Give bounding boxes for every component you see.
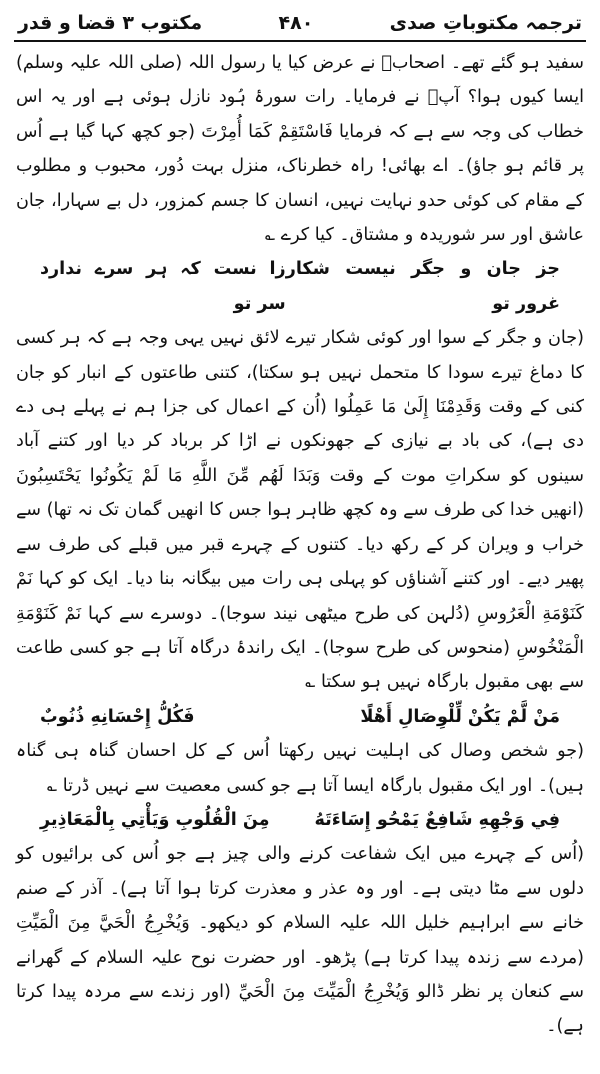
arabic-couplet-2 (16, 803, 584, 837)
paragraph-1: سفید ہو گئے تھے۔ اصحابؓ نے عرض کیا یا رسول اللہ (صلی اللہ علیہ وسلم) ایسا کیوں ہوا؟ آپؐ نے فرمایا۔ رات سورۂ ہُود نازل ہوئی ہے اور یہ اس خطاب کی وجہ سے ہے کہ فرمایا فَاسْتَقِمْ كَمَا أُمِرْتَ (جو کچھ کہا گیا ہے اُس پر قائم ہو جاؤ)۔ اے بھائی! راہ خطرناک، منزل بہت دُور، محبوب و مطلوب کے مقام کی کوئی حدو نہایت نہیں، انسان کا جسم کمزور، دل بے سہارا، جان عاشق اور سر شوریدہ و مشتاق۔ کیا کرے ؎ (16, 53, 584, 246)
couplet-second-hemistich: مِنَ الْقُلُوبِ وَيَأْتِي بِالْمَعَاذِيرِ (40, 809, 270, 830)
paragraph-3: (جو شخص وصال کی اہلیت نہیں رکھتا اُس کے کل احسان گناہ ہی گناہ ہیں)۔ اور ایک مقبول بارگاہ ایسا آتا ہے جو کسی معصیت سے نہیں ڈرتا ؎ (16, 741, 584, 796)
couplet-second-hemistich: زا نست کہ ہر سرے ندارد سر تو (40, 259, 286, 314)
persian-couplet (16, 252, 584, 321)
couplet-first-hemistich: مَنْ لَّمْ يَكُنْ لِّلْوِصَالِ أَهْلًا (360, 706, 560, 727)
page-body (16, 46, 584, 1064)
couplet-first-hemistich: فِي وَجْهِهِ شَافِعٌ يَمْحُو إِسَاءَتَهُ (314, 809, 560, 830)
page-number: ۴۸۰ (278, 12, 314, 34)
header-divider (14, 40, 586, 42)
book-title: ترجمہ مکتوباتِ صدی (389, 12, 582, 34)
arabic-couplet-1 (16, 700, 584, 734)
page-header (18, 6, 582, 40)
paragraph-2: (جان و جگر کے سوا اور کوئی شکار تیرے لائق نہیں یہی وجہ ہے کہ ہر کسی کا دماغ تیرے سودا کا متحمل نہیں ہو سکتا)، کتنی طاعتوں کے انبار کو جان کنی کے وقت وَقَدِمْنَا إِلَىٰ مَا عَمِلُوا (اُن کے اعمال کی جزا ہم نے پہلے ہی دے دی ہے)، کی باد بے نیازی کے جھونکوں نے اڑا کر برباد کر دیا اور کتنے آباد سینوں کو سکراتِ موت کے وقت وَبَدَا لَهُم مِّنَ اللَّهِ مَا لَمْ يَكُونُوا يَحْتَسِبُونَ (انھیں خدا کی طرف سے وہ کچھ ظاہر ہوا جس کا انھیں گمان تک نہ تھا) سے خراب و ویران کر کے رکھ دیا۔ کتنوں کے چہرے قبر میں قبلے کی طرف سے پھیر دیے۔ اور کتنے آشناؤں کو پہلی ہی رات میں بیگانہ بنا دیا۔ ایک کو کہا نَمْ كَنَوْمَةِ الْعَرُوسِ (دُلہن کی طرح میٹھی نیند سوجا)۔ دوسرے سے کہا نَمْ كَنَوْمَةِ الْمَنْخُوسِ (منحوس کی طرح سوجا)۔ ایک راندۂ درگاہ آتا ہے جو کسی طاعت سے بھی مقبول بارگاہ نہیں ہو سکتا ؎ (16, 328, 584, 693)
chapter-title: مکتوب ۳ قضا و قدر (18, 12, 203, 34)
couplet-first-hemistich: جز جان و جگر نیست شکار غرور تو (285, 259, 560, 314)
paragraph-4: (اُس کے چہرے میں ایک شفاعت کرنے والی چیز ہے جو اُس کی برائیوں کو دلوں سے مٹا دیتی ہے۔ اور وہ عذر و معذرت کرتا ہوا آتا ہے)۔ آذر کے صنم خانے سے ابراہیم خلیل اللہ علیہ السلام کو دیکھو۔ وَيُخْرِجُ الْحَيَّ مِنَ الْمَيِّتِ (مردے سے زندہ پیدا کرتا ہے) پڑھو۔ اور حضرت نوح علیہ السلام کے گھرانے سے کنعان پر نظر ڈالو وَيُخْرِجُ الْمَيِّتَ مِنَ الْحَيِّ (اور زندے سے مردہ پیدا کرتا ہے)۔ (16, 844, 584, 1037)
couplet-second-hemistich: فَكُلُّ إِحْسَانِهِ ذُنُوبٌ (40, 706, 195, 727)
